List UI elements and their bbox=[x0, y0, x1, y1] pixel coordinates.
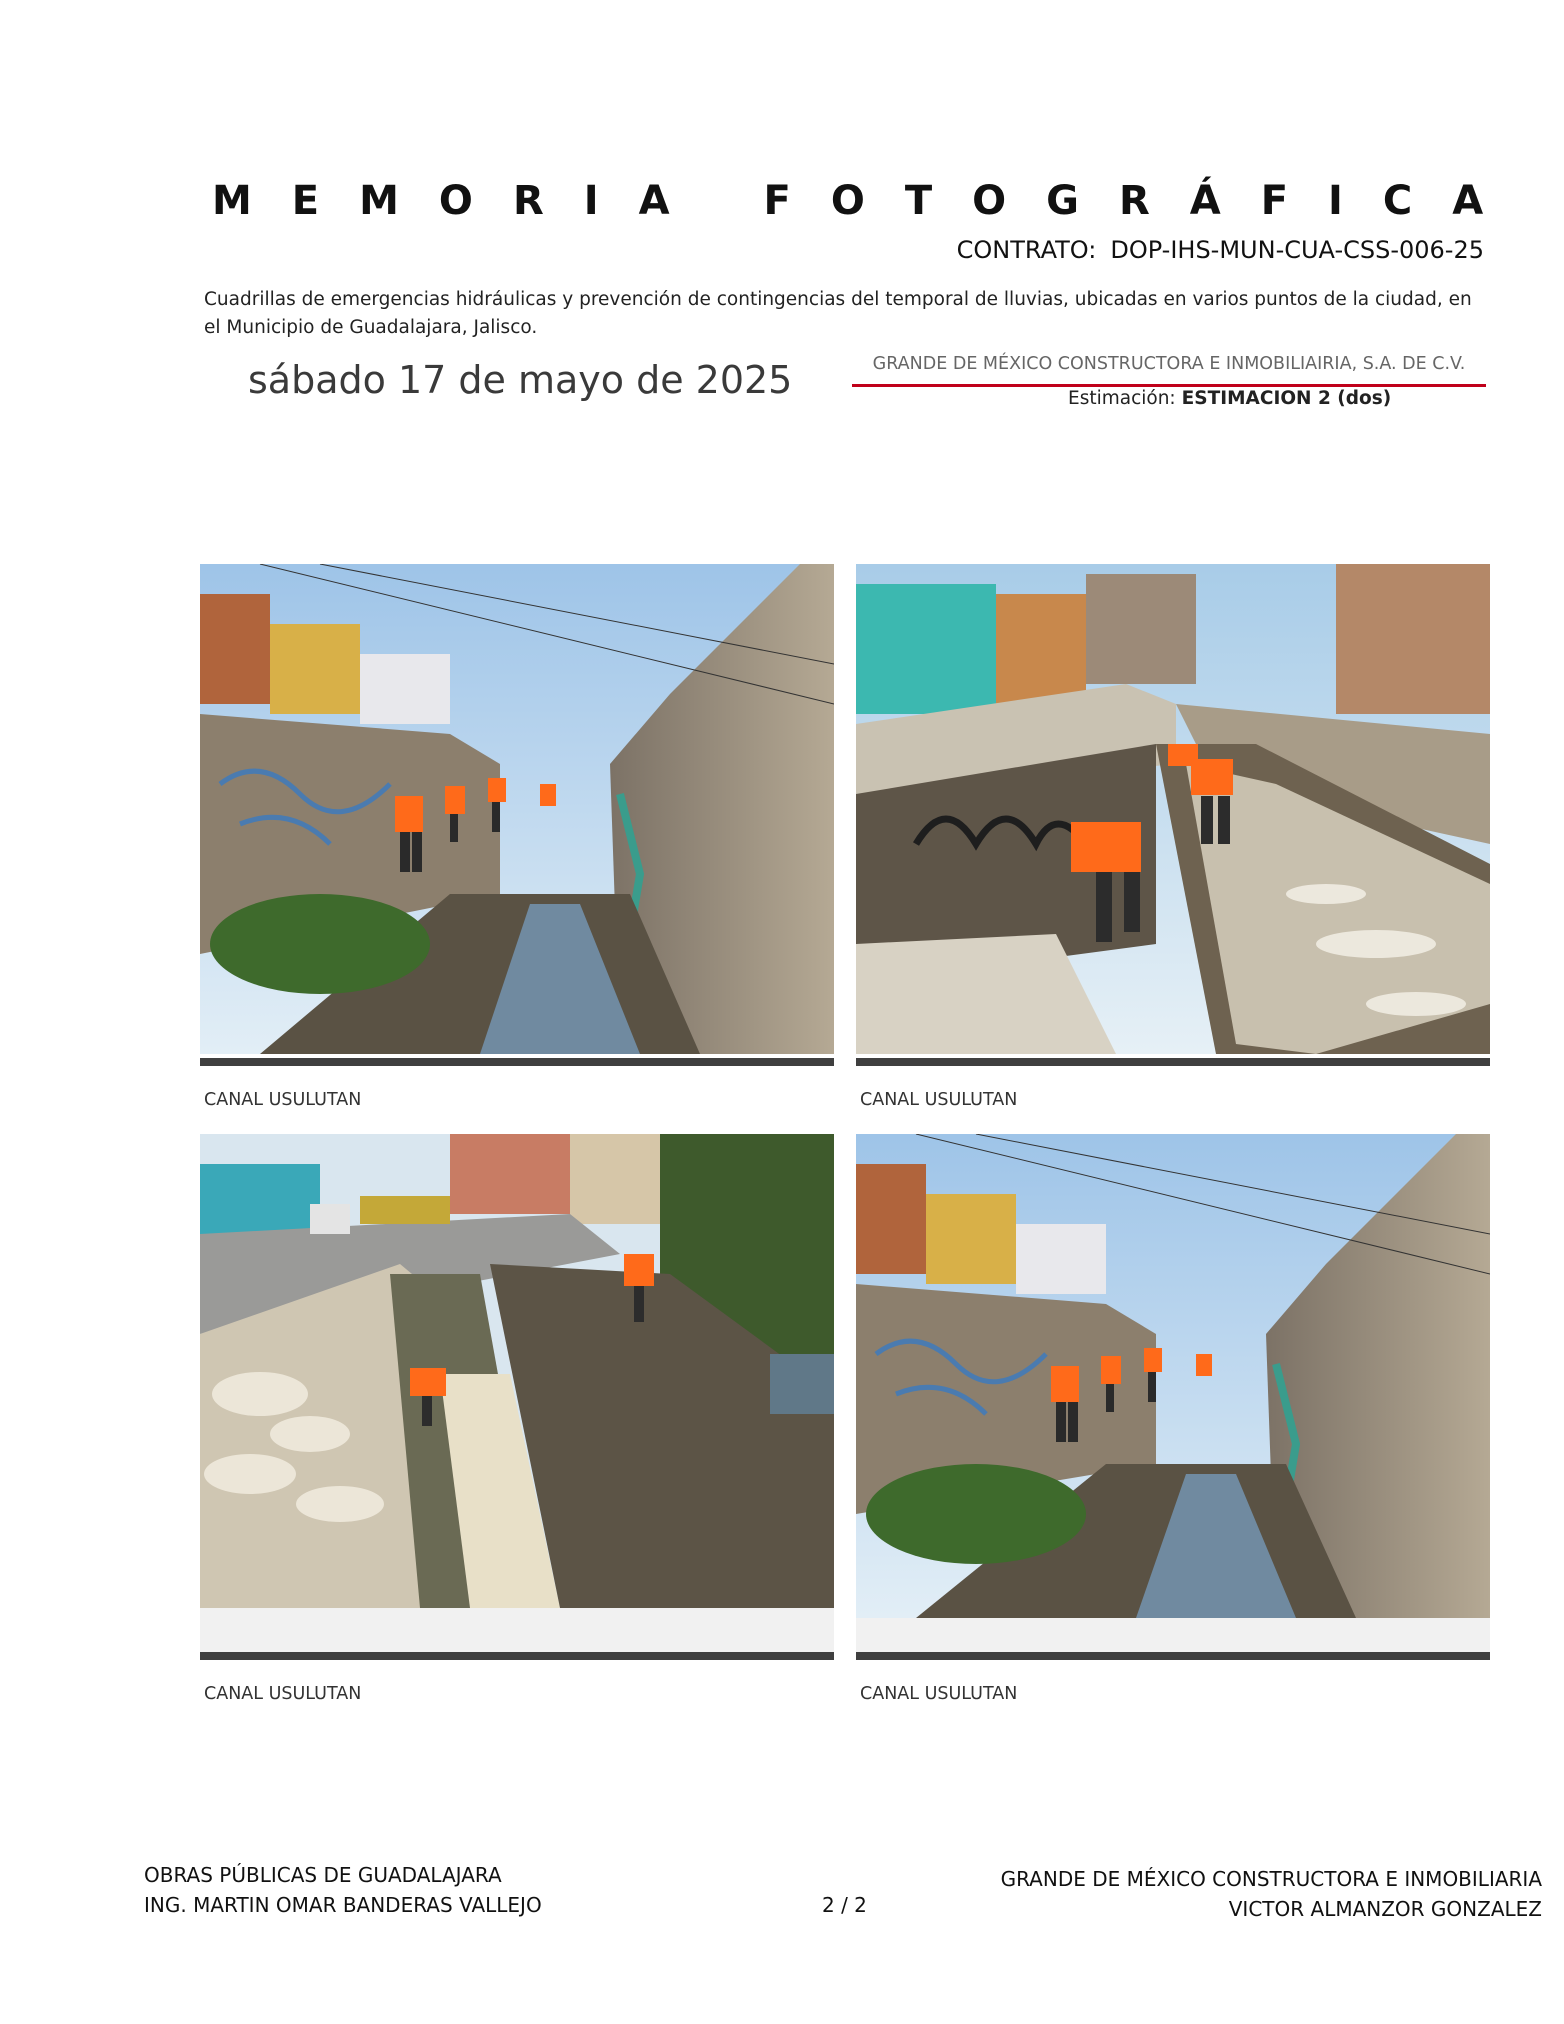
photo-4-bar bbox=[856, 1652, 1490, 1660]
photo-3-caption: CANAL USULUTAN bbox=[204, 1684, 362, 1704]
footer-left-line1: OBRAS PÚBLICAS DE GUADALAJARA bbox=[144, 1863, 502, 1887]
photo-1-bar bbox=[200, 1058, 834, 1066]
footer-right-line2: VICTOR ALMANZOR GONZALEZ bbox=[1228, 1897, 1542, 1921]
project-description: Cuadrillas de emergencias hidráulicas y prevención de contingencias del temporal de lluvias, ubicadas en varios puntos de la ciudad, en el Municipio de Guadalajara, Jalisco. bbox=[204, 289, 1472, 338]
footer-left-line2: ING. MARTIN OMAR BANDERAS VALLEJO bbox=[144, 1893, 542, 1917]
photo-2-bar bbox=[856, 1058, 1490, 1066]
footer-right bbox=[1001, 1864, 1542, 1924]
photo-1 bbox=[200, 564, 834, 1054]
footer-right-line1: GRANDE DE MÉXICO CONSTRUCTORA E INMOBILIARIA bbox=[1000, 1867, 1542, 1891]
contract-label: CONTRATO: bbox=[956, 236, 1097, 264]
photo-3 bbox=[200, 1134, 834, 1608]
estimacion-label: Estimación: bbox=[1068, 388, 1176, 409]
photo-4 bbox=[856, 1134, 1490, 1618]
contract-line bbox=[784, 236, 1484, 264]
photo-1-caption: CANAL USULUTAN bbox=[204, 1090, 362, 1110]
photo-2-caption: CANAL USULUTAN bbox=[860, 1090, 1018, 1110]
photo-4-caption: CANAL USULUTAN bbox=[860, 1684, 1018, 1704]
company-name-header: GRANDE DE MÉXICO CONSTRUCTORA E INMOBILIAIRIA, S.A. DE C.V. bbox=[852, 354, 1486, 387]
estimacion-value: ESTIMACION 2 (dos) bbox=[1181, 388, 1392, 409]
page-number: 2 / 2 bbox=[822, 1893, 867, 1917]
photo-3-strip bbox=[200, 1608, 834, 1652]
photo-2 bbox=[856, 564, 1490, 1054]
report-date: sábado 17 de mayo de 2025 bbox=[248, 358, 793, 402]
page-title: MEMORIA FOTOGRÁFICA bbox=[212, 178, 1524, 224]
photo-3-bar bbox=[200, 1652, 834, 1660]
estimacion-line bbox=[1068, 388, 1488, 409]
contract-number: DOP-IHS-MUN-CUA-CSS-006-25 bbox=[1110, 236, 1484, 264]
photo-4-strip bbox=[856, 1618, 1490, 1652]
footer-left bbox=[144, 1860, 542, 1920]
